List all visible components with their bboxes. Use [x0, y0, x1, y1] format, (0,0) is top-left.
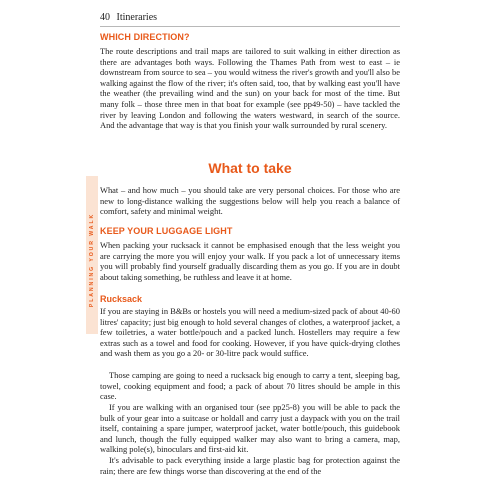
which-direction-heading: WHICH DIRECTION? [100, 32, 190, 42]
running-head-section: Itineraries [116, 12, 158, 23]
rucksack-paragraph-4: It's advisable to pack everything inside a large plastic bag for protection against the rain; there are few things worse than discovering at the end of the [100, 455, 400, 476]
rucksack-paragraph-1: If you are staying in B&Bs or hostels you will need a medium-sized pack of about 40-60 litres' capacity; just big enough to hold several changes of clothes, a waterproof jacket, a few toiletries, a water bottle/pouch and a packed lunch. Hostellers may require a few extras such as a towel and food for cooking. However, if you have quick-drying clothes and wash them as you go a 20- or 30-litre pack would suffice. [100, 306, 400, 359]
header-rule [100, 26, 400, 27]
side-tab-label: PLANNING YOUR WALK [89, 212, 95, 308]
luggage-heading: KEEP YOUR LUGGAGE LIGHT [100, 226, 233, 236]
rucksack-heading: Rucksack [100, 294, 143, 304]
rucksack-paragraph-3: If you are walking with an organised tour (see pp25-8) you will be able to pack the bulk of your gear into a suitcase or holdall and carry just a daypack with you on the trail itself, containing a spare jumper, waterproof jacket, water bottle/pouch, this guidebook and lunch, though the fully equipped walker may also want to bring a camera, map, walking pole(s), binoculars and first-aid kit. [100, 402, 400, 455]
what-to-take-heading: What to take [208, 160, 292, 176]
rucksack-paragraph-2: Those camping are going to need a rucksack big enough to carry a tent, sleeping bag, towel, cooking equipment and food; a pack of about 70 litres should be ample in this case. [100, 370, 400, 402]
luggage-text: When packing your rucksack it cannot be emphasised enough that the less weight you are carrying the more you will enjoy your walk. If you pack a lot of unnecessary items you will probably find yourself gradually discarding them as you go. If you are in doubt about taking something, be ruthless and leave it at home. [100, 240, 400, 282]
which-direction-text: The route descriptions and trail maps are tailored to suit walking in either direction as there are advantages both ways. Following the Thames Path from west to east – ie downstream from source to sea – you would witness the river's growth and you'll also be walking against the flow of the river; it's often said, too, that by walking east you'll have the weather (the prevailing wind and the sun) on your back for most of the time. But many folk – those three men in that boat for example (see pp49-50) – have tackled the river by leaving London and following the waters westward, in search of the source. And the advantage that way is that you finish your walk surrounded by rural scenery. [100, 46, 400, 131]
running-head [100, 12, 157, 23]
page-number: 40 [100, 12, 110, 23]
what-to-take-intro: What – and how much – you should take are very personal choices. For those who are new to long-distance walking the suggestions below will help you reach a balance of comfort, safety and minimal weight. [100, 185, 400, 217]
